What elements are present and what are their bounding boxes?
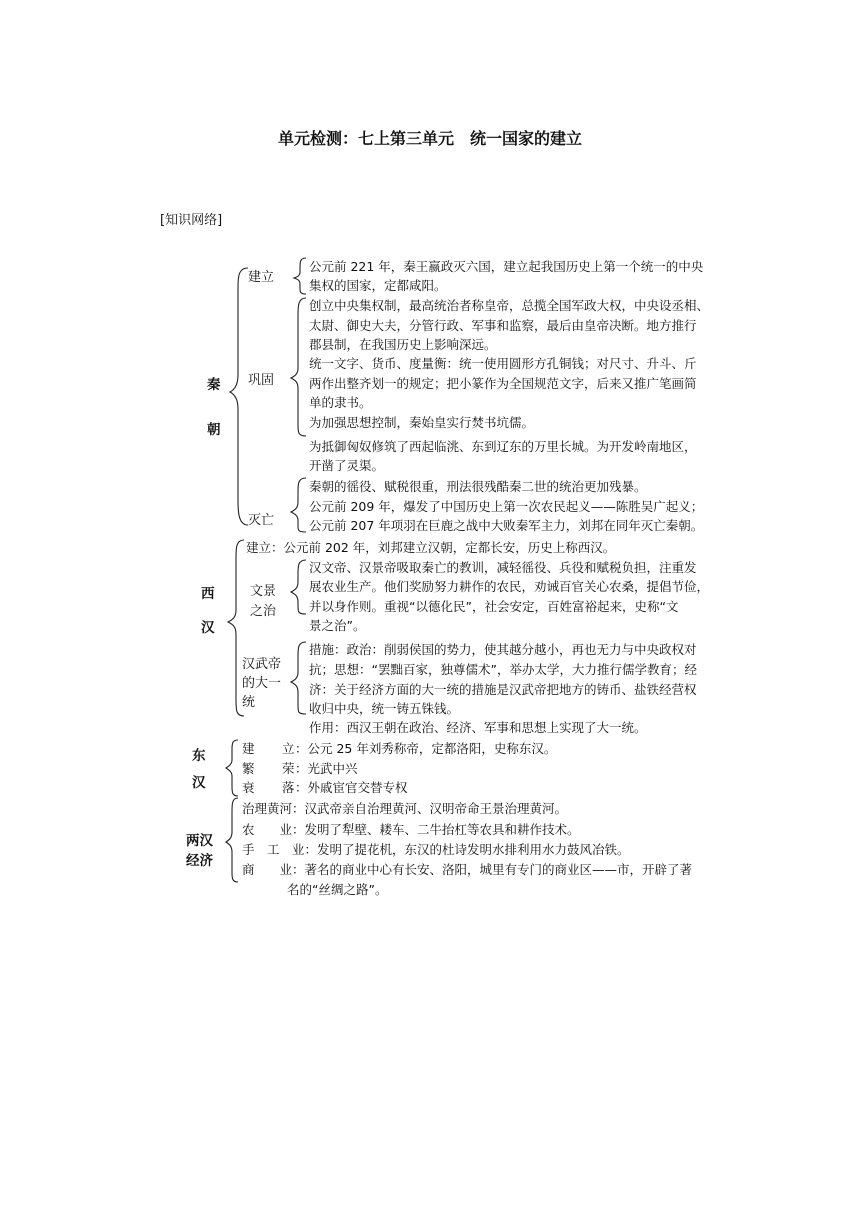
jingji-label-2: 经济 [186,853,213,869]
xihan-label-2: 汉 [201,620,215,636]
page-title: 单元检测：七上第三单元 统一国家的建立 [277,129,582,148]
donghan-row-1-k1: 建 [242,741,255,756]
donghan-label-1: 东 [192,748,206,764]
xihan-wudi-line-2: 抗；思想：“罢黜百家，独尊儒术”，举办太学，大力推行儒学教育；经 [309,662,697,677]
xihan-wudi-label-3: 统 [242,695,256,710]
qin-miewang-label: 灭亡 [248,513,275,528]
qin-miewang-line-1: 秦朝的徭役、赋税很重，刑法很残酷秦二世的统治更加残暴。 [309,479,647,494]
xihan-wudi-line-5: 作用：西汉王朝在政治、经济、军事和思想上实现了大一统。 [309,720,647,735]
xihan-wenjing-label-2: 之治 [250,604,277,619]
qin-gonggu-line-9: 开凿了灵渠。 [309,458,385,473]
qin-jianli-line-1: 公元前 221 年，秦王嬴政灭六国，建立起我国历史上第一个统一的中央 [309,259,704,274]
qin-gonggu-line-3: 郡县制，在我国历史上影响深远。 [309,337,497,352]
xihan-wenjing-label-1: 文景 [250,584,277,599]
jingji-row-4: 商 业：著名的商业中心有长安、洛阳，城里有专门的商业区——市，开辟了著 [242,862,693,877]
qin-gonggu-line-8: 为抵御匈奴修筑了西起临洮、东到辽东的万里长城。为开发岭南地区， [309,439,697,454]
jingji-label-1: 两汉 [186,833,213,849]
qin-gonggu-line-5: 两作出整齐划一的规定；把小篆作为全国规范文字，后来又推广笔画简 [309,376,697,391]
qin-gonggu-line-1: 创立中央集权制，最高统治者称皇帝，总揽全国军政大权，中央设丞相、 [309,298,710,313]
brace-jingji [226,798,238,882]
xihan-wudi-line-1: 措施：政治：削弱侯国的势力，使其越分越小，再也无力与中央政权对 [309,642,697,657]
xihan-wenjing-line-1: 汉文帝、汉景帝吸取秦亡的教训，减轻徭役、兵役和赋税负担，注重发 [309,560,697,575]
donghan-row-2-k1: 繁 [242,761,255,776]
donghan-row-3-k2: 落 [282,780,295,795]
xihan-wudi-label-2: 的大一 [242,676,282,691]
qin-miewang-line-2: 公元前 209 年，爆发了中国历史上第一次农民起义——陈胜吴广起义； [309,499,704,514]
brace-wudi [291,642,306,714]
xihan-wenjing-line-3: 并以身作则。重视“以德化民”，社会安定，百姓富裕起来，史称“文 [309,599,679,614]
jingji-row-2: 农 业：发明了犁壁、耧车、二牛抬杠等农具和耕作技术。 [242,822,580,837]
qin-gonggu-line-6: 单的隶书。 [309,395,372,410]
jingji-row-3: 手 工 业：发明了提花机，东汉的杜诗发明水排利用水力鼓风冶铁。 [242,842,630,857]
section-label: [知识网络] [160,213,223,228]
xihan-wenjing-line-2: 展农业生产。他们奖励努力耕作的农民，劝诫百官关心农桑，提倡节俭， [309,579,710,594]
xihan-jianli: 建立：公元前 202 年，刘邦建立汉朝，定都长安，历史上称西汉。 [246,540,616,555]
xihan-label-1: 西 [201,586,215,602]
xihan-wudi-label-1: 汉武帝 [242,657,282,672]
donghan-row-2-value: ：光武中兴 [295,761,358,776]
qin-label-1: 秦 [207,377,221,393]
brace-qin-miewang [291,478,306,532]
donghan-row-1-k2: 立 [282,741,295,756]
donghan-label-2: 汉 [192,775,206,791]
xihan-wudi-line-3: 济：关于经济方面的大一统的措施是汉武帝把地方的铸币、盐铁经营权 [309,682,697,697]
donghan-row-3-value: ：外戚宦官交替专权 [295,780,408,795]
qin-jianli-label: 建立 [248,270,275,285]
qin-label-2: 朝 [207,422,221,438]
jingji-row-1: 治理黄河：汉武帝亲自治理黄河、汉明帝命王景治理黄河。 [242,801,568,816]
brace-qin-gonggu [291,298,306,436]
qin-jianli-line-2: 集权的国家，定都咸阳。 [309,278,447,293]
jingji-last-line: 名的“丝绸之路”。 [287,882,388,897]
brace-qin-jianli [294,258,306,294]
qin-gonggu-line-4: 统一文字、货币、度量衡：统一使用圆形方孔铜钱；对尺寸、升斗、斤 [309,356,697,371]
brace-wenjing [291,560,306,614]
qin-miewang-line-3: 公元前 207 年项羽在巨鹿之战中大败秦军主力，刘邦在同年灭亡秦朝。 [309,518,704,533]
brace-donghan [226,740,238,796]
qin-gonggu-line-2: 太尉、御史大夫，分管行政、军事和监察，最后由皇帝决断。地方推行 [309,318,697,333]
xihan-wudi-line-4: 收归中央，统一铸五铢钱。 [309,701,460,716]
brace-qin [230,268,248,525]
donghan-row-1-value: ：公元 25 年刘秀称帝，定都洛阳，史称东汉。 [295,741,557,756]
qin-gonggu-label: 巩固 [248,373,275,388]
donghan-row-2-k2: 荣 [282,761,295,776]
donghan-row-3-k1: 衰 [242,780,255,795]
qin-gonggu-line-7: 为加强思想控制，秦始皇实行焚书坑儒。 [309,415,535,430]
xihan-wenjing-line-4: 景之治”。 [309,618,366,633]
